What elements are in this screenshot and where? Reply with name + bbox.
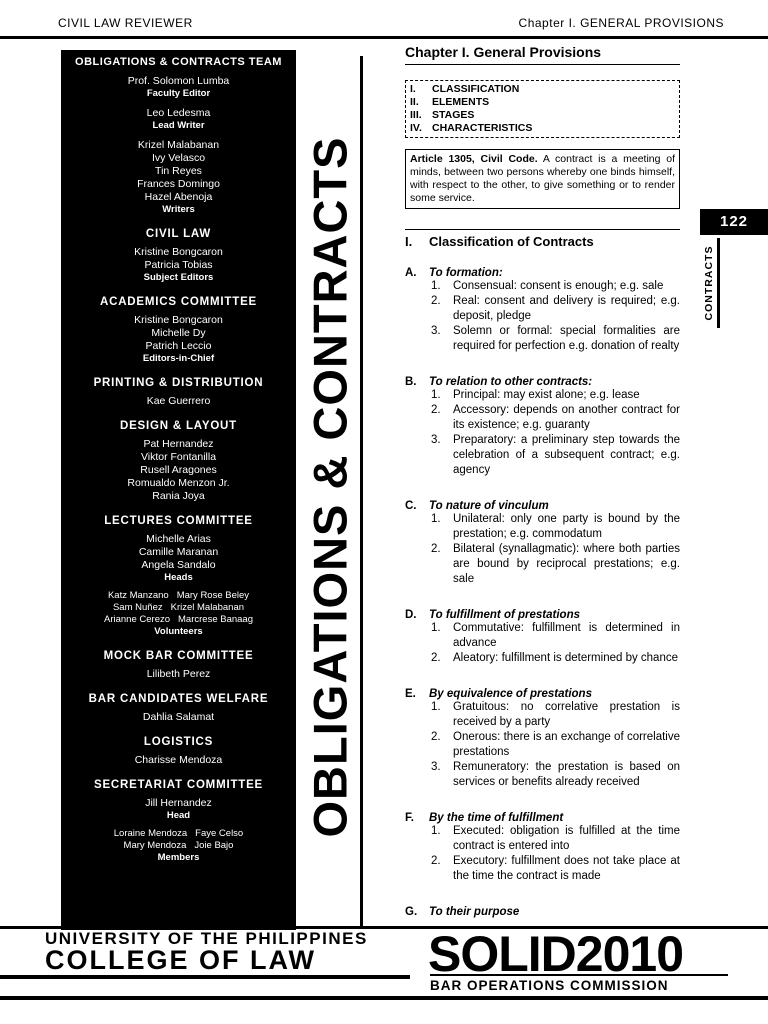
- group-title: By equivalence of prestations: [429, 688, 592, 700]
- section-title-design: DESIGN & LAYOUT: [119, 420, 237, 432]
- name: Michelle Arias: [146, 533, 211, 545]
- group-letter: E.: [405, 688, 416, 700]
- classification-group: [405, 609, 680, 666]
- name: Katz Manzano: [107, 590, 169, 601]
- role: Heads: [164, 572, 193, 583]
- name-pair: [61, 828, 296, 840]
- name: Tin Reyes: [155, 165, 202, 177]
- section-title-mockbar: MOCK BAR COMMITTEE: [103, 650, 254, 662]
- item-num: 2.: [431, 652, 441, 664]
- item-text: Remuneratory: the prestation is based on services or benefits already received: [453, 761, 680, 788]
- group-heading: [405, 267, 680, 279]
- name: Arianne Cerezo: [104, 614, 171, 625]
- item-num: 2.: [431, 855, 441, 867]
- group-heading: [405, 906, 680, 918]
- name: Angela Sandalo: [141, 559, 216, 571]
- item-text: Gratuitous: no correlative prestation is received by a party: [453, 701, 680, 728]
- item-num: 2.: [431, 404, 441, 416]
- toc-item: [410, 96, 675, 109]
- subject-banner-text: OBLIGATIONS & CONTRACTS: [303, 136, 357, 838]
- section-num: I.: [405, 234, 413, 249]
- name: Dahlia Salamat: [142, 711, 215, 723]
- table-of-contents: [405, 80, 680, 138]
- banner-rule: [360, 56, 363, 926]
- name: Romualdo Menzon Jr.: [127, 477, 230, 489]
- classification-group: [405, 688, 680, 790]
- toc-num: IV.: [410, 122, 422, 134]
- list-item: [429, 824, 680, 854]
- header-rule: [0, 36, 768, 39]
- list-item: [429, 621, 680, 651]
- section-tab-label: CONTRACTS: [702, 245, 715, 321]
- name: Mary Mendoza: [123, 840, 187, 851]
- article-ref: Article 1305, Civil Code.: [410, 153, 538, 165]
- classification-group: [405, 906, 680, 918]
- list-item: [429, 512, 680, 542]
- role: Head: [166, 810, 191, 821]
- item-text: Consensual: consent is enough; e.g. sale: [453, 280, 664, 292]
- item-text: Principal: may exist alone; e.g. lease: [453, 389, 640, 401]
- name: Charisse Mendoza: [134, 754, 223, 766]
- name: Krizel Malabanan: [137, 139, 220, 151]
- item-num: 1.: [431, 513, 441, 525]
- name-pair: [61, 602, 296, 614]
- list-item: [429, 279, 680, 294]
- list-item: [429, 730, 680, 760]
- classification-group: [405, 812, 680, 884]
- list-item: [429, 760, 680, 790]
- university-name: UNIVERSITY OF THE PHILIPPINES: [45, 929, 368, 948]
- footer-rule-bottom: [0, 996, 768, 1000]
- name: Marcrese Banaag: [178, 614, 253, 625]
- item-text: Solemn or formal: special formalities are required for perfection e.g. donation of realty: [453, 325, 680, 352]
- name-pair: [61, 590, 296, 602]
- name: Prof. Solomon Lumba: [127, 75, 230, 87]
- name: Krizel Malabanan: [170, 602, 245, 613]
- section-title-welfare: BAR CANDIDATES WELFARE: [88, 693, 269, 705]
- item-num: 2.: [431, 295, 441, 307]
- list-item: [429, 854, 680, 884]
- toc-text: ELEMENTS: [432, 96, 490, 108]
- subject-banner: [303, 56, 357, 918]
- toc-item: [410, 83, 675, 96]
- toc-text: CHARACTERISTICS: [432, 122, 533, 134]
- item-text: Aleatory: fulfillment is determined by chance: [453, 652, 678, 664]
- group-heading: [405, 376, 680, 388]
- list-item: [429, 433, 680, 478]
- item-num: 3.: [431, 761, 441, 773]
- section-title-secretariat: SECRETARIAT COMMITTEE: [93, 779, 264, 791]
- section-title-logistics: LOGISTICS: [143, 736, 214, 748]
- group-letter: D.: [405, 609, 417, 621]
- role: Writers: [162, 204, 195, 215]
- toc-text: STAGES: [432, 109, 475, 121]
- article-text: A contract is a meeting of minds, between two persons whereby one binds himself, with respect to the other, to give something or to render some service.: [410, 153, 675, 204]
- list-item: [429, 324, 680, 354]
- college-name: COLLEGE OF LAW: [45, 945, 316, 975]
- toc-num: I.: [410, 83, 416, 95]
- article-box: [405, 149, 680, 209]
- name-pair: [61, 840, 296, 852]
- name: Mary Rose Beley: [176, 590, 250, 601]
- item-num: 1.: [431, 622, 441, 634]
- name: Faye Celso: [195, 828, 244, 839]
- name: Patrich Leccio: [145, 340, 212, 352]
- role: Volunteers: [154, 626, 203, 637]
- list-item: [429, 294, 680, 324]
- toc-item: [410, 122, 675, 135]
- classification-group: [405, 376, 680, 478]
- group-letter: C.: [405, 500, 417, 512]
- name: Sam Nuñez: [112, 602, 163, 613]
- section-title-civil-law: CIVIL LAW: [145, 228, 212, 240]
- section-tab: [700, 238, 720, 328]
- name: Patricia Tobias: [144, 259, 213, 271]
- list-item: [429, 388, 680, 403]
- name: Kristine Bongcaron: [134, 246, 223, 258]
- item-text: Executed: obligation is fulfilled at the time contract is entered into: [453, 825, 680, 852]
- group-heading: [405, 500, 680, 512]
- name: Loraine Mendoza: [113, 828, 188, 839]
- name: Lilibeth Perez: [146, 668, 211, 680]
- list-item: [429, 651, 680, 666]
- name: Michelle Dy: [151, 327, 206, 339]
- name: Pat Hernandez: [143, 438, 214, 450]
- group-heading: [405, 609, 680, 621]
- team-title: OBLIGATIONS & CONTRACTS TEAM: [75, 56, 282, 68]
- item-num: 1.: [431, 389, 441, 401]
- name: Camille Maranan: [138, 546, 219, 558]
- item-text: Bilateral (synallagmatic): where both parties are bound by reciprocal prestations; e.g. sale: [453, 543, 680, 585]
- group-title: By the time of fulfillment: [429, 812, 564, 824]
- name: Joie Bajo: [194, 840, 234, 851]
- list-item: [429, 542, 680, 587]
- item-num: 1.: [431, 825, 441, 837]
- lead-writer-block: [61, 107, 296, 132]
- role: Members: [157, 852, 200, 863]
- name: Leo Ledesma: [146, 107, 211, 119]
- name: Viktor Fontanilla: [140, 451, 217, 463]
- item-text: Executory: fulfillment does not take place at the time the contract is made: [453, 855, 680, 882]
- group-heading: [405, 688, 680, 700]
- page-number-tab: 122: [700, 209, 768, 235]
- name: Rusell Aragones: [140, 464, 217, 476]
- list-item: [429, 403, 680, 433]
- section-title: Classification of Contracts: [429, 234, 594, 249]
- name-pair: [61, 614, 296, 626]
- faculty-editor-block: [61, 75, 296, 100]
- main-content: [405, 44, 680, 918]
- section-rule: [405, 229, 680, 230]
- item-num: 3.: [431, 434, 441, 446]
- classification-group: [405, 267, 680, 354]
- name: Kristine Bongcaron: [134, 314, 223, 326]
- toc-text: CLASSIFICATION: [432, 83, 520, 95]
- group-heading: [405, 812, 680, 824]
- section-title-printing: PRINTING & DISTRIBUTION: [93, 377, 264, 389]
- item-text: Preparatory: a preliminary step towards the celebration of a subsequent contract; e.g. agency: [453, 434, 680, 476]
- classification-group: [405, 500, 680, 587]
- group-title: To their purpose: [429, 906, 520, 918]
- group-title: To nature of vinculum: [429, 500, 549, 512]
- commission-name: BAR OPERATIONS COMMISSION: [430, 974, 728, 996]
- group-letter: G.: [405, 906, 418, 918]
- item-num: 2.: [431, 543, 441, 555]
- item-text: Onerous: there is an exchange of correlative prestations: [453, 731, 680, 758]
- item-text: Accessory: depends on another contract for its existence; e.g. guaranty: [453, 404, 680, 431]
- running-header-right: Chapter I. GENERAL PROVISIONS: [518, 16, 724, 30]
- name: Rania Joya: [152, 490, 205, 502]
- role: Subject Editors: [143, 272, 214, 283]
- role: Faculty Editor: [146, 88, 211, 99]
- item-text: Commutative: fulfillment is determined in advance: [453, 622, 680, 649]
- group-title: To relation to other contracts:: [429, 376, 593, 388]
- section-title-academics: ACADEMICS COMMITTEE: [99, 296, 258, 308]
- group-title: To formation:: [429, 267, 503, 279]
- group-title: To fulfillment of prestations: [429, 609, 580, 621]
- chapter-title: Chapter I. General Provisions: [405, 44, 680, 65]
- section-heading: [405, 234, 680, 249]
- name: Jill Hernandez: [145, 797, 212, 809]
- item-num: 1.: [431, 280, 441, 292]
- section-title-lectures: LECTURES COMMITTEE: [104, 515, 253, 527]
- name: Kae Guerrero: [146, 395, 211, 407]
- item-text: Unilateral: only one party is bound by the prestation; e.g. commodatum: [453, 513, 680, 540]
- name: Hazel Abenoja: [144, 191, 213, 203]
- name: Ivy Velasco: [151, 152, 206, 164]
- group-letter: A.: [405, 267, 417, 279]
- footer-rule-left: [0, 975, 410, 979]
- group-letter: B.: [405, 376, 417, 388]
- name: Frances Domingo: [137, 178, 220, 190]
- list-item: [429, 700, 680, 730]
- writers-block: [61, 139, 296, 216]
- role: Editors-in-Chief: [142, 353, 215, 364]
- item-num: 2.: [431, 731, 441, 743]
- running-header-left: CIVIL LAW REVIEWER: [58, 16, 193, 30]
- toc-num: II.: [410, 96, 419, 108]
- toc-num: III.: [410, 109, 422, 121]
- toc-item: [410, 109, 675, 122]
- credits-sidebar: [61, 50, 296, 930]
- item-text: Real: consent and delivery is required; e.g. deposit, pledge: [453, 295, 680, 322]
- role: Lead Writer: [152, 120, 205, 131]
- brand-logo: SOLID2010: [428, 926, 684, 982]
- group-letter: F.: [405, 812, 414, 824]
- item-num: 3.: [431, 325, 441, 337]
- item-num: 1.: [431, 701, 441, 713]
